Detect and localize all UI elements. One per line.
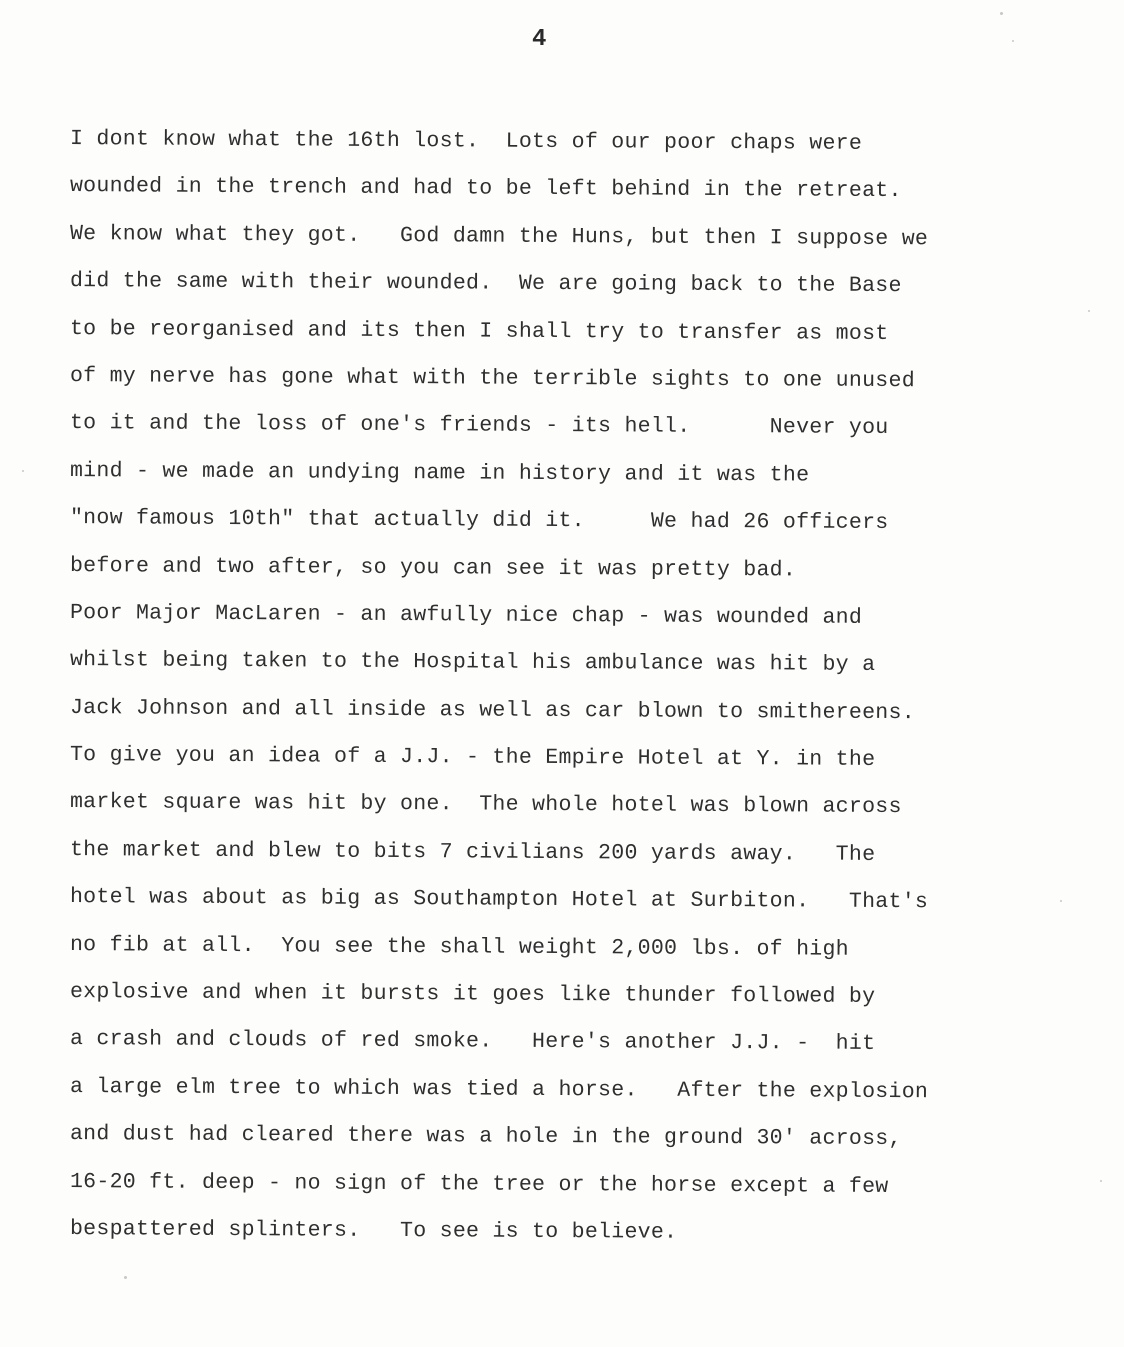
letter-body — [70, 116, 1110, 1253]
text-line: to be reorganised and its then I shall try to transfer as most — [69, 316, 889, 346]
scan-speck — [124, 1276, 127, 1279]
text-line: of my nerve has gone what with the terrible sights to one unused — [69, 363, 915, 394]
page-number: 4 — [532, 26, 547, 53]
text-line: market square was hit by one. The whole hotel was blown across — [69, 790, 902, 820]
text-line: a large elm tree to which was tied a horse. After the explosion — [69, 1074, 929, 1105]
text-line: wounded in the trench and had to be left behind in the retreat. — [69, 174, 902, 204]
text-line: a crash and clouds of red smoke. Here's another J.J. - hit — [69, 1027, 876, 1057]
text-line: bespattered splinters. To see is to believe. — [69, 1216, 678, 1245]
text-line: did the same with their wounded. We are going back to the Base — [69, 269, 902, 299]
text-line: To give you an idea of a J.J. - the Empire Hotel at Y. in the — [69, 743, 876, 772]
text-line: explosive and when it bursts it goes like thunder followed by — [69, 980, 876, 1009]
text-line: Jack Johnson and all inside as well as car blown to smithereens. — [69, 695, 915, 725]
scan-speck — [1000, 12, 1003, 15]
text-line: 16-20 ft. deep - no sign of the tree or the horse except a few — [69, 1169, 889, 1199]
text-line: We know what they got. God damn the Huns, but then I suppose we — [69, 221, 929, 252]
scan-speck — [1100, 1180, 1102, 1182]
text-line: mind - we made an undying name in history and it was the — [69, 458, 810, 488]
scan-speck — [22, 470, 24, 472]
text-line: hotel was about as big as Southampton Hotel at Surbiton. That's — [69, 885, 929, 915]
scan-speck — [1060, 900, 1062, 902]
text-line: "now famous 10th" that actually did it. We had 26 officers — [69, 506, 889, 536]
text-line: no fib at all. You see the shall weight 2,000 lbs. of high — [69, 932, 850, 962]
text-line: the market and blew to bits 7 civilians 200 yards away. The — [69, 837, 876, 867]
text-line: before and two after, so you can see it was pretty bad. — [69, 553, 797, 582]
text-line: whilst being taken to the Hospital his ambulance was hit by a — [69, 648, 876, 678]
text-line: I dont know what the 16th lost. Lots of our poor chaps were — [69, 127, 863, 156]
text-line: Poor Major MacLaren - an awfully nice chap - was wounded and — [69, 600, 863, 630]
scan-speck — [1012, 40, 1014, 42]
text-line: and dust had cleared there was a hole in the ground 30' across, — [69, 1122, 902, 1152]
text-line: to it and the loss of one's friends - its hell. Never you — [69, 411, 889, 441]
scan-speck — [1088, 310, 1090, 312]
